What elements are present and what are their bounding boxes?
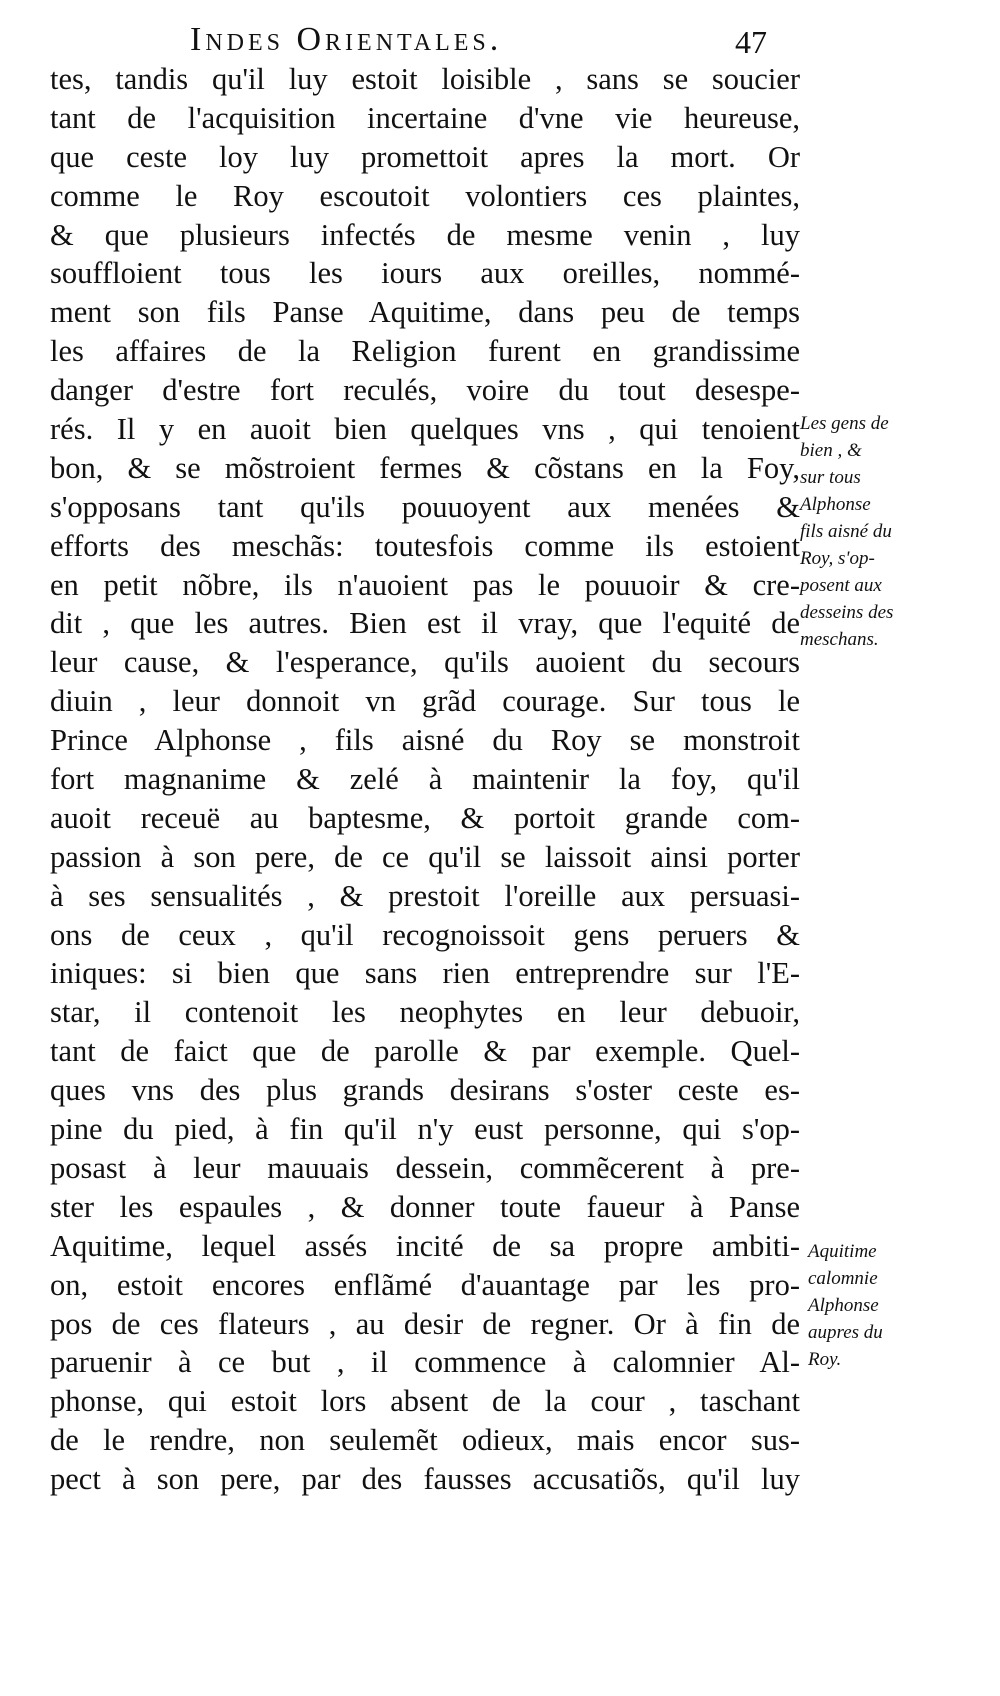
margin-note-line: Les gens de [800, 413, 889, 434]
body-line: Prince Alphonse , fils aisné du Roy se monstroit [50, 723, 800, 758]
body-line: bon, & se mõstroient fermes & cõstans en la Foy, [50, 450, 800, 485]
margin-note-line: Alphonse [808, 1295, 879, 1316]
body-line: star, il contenoit les neophytes en leur debuoir, [50, 995, 800, 1030]
body-line: danger d'estre fort reculés, voire du tout desespe- [50, 373, 800, 408]
body-line: à ses sensualités , & prestoit l'oreille aux persuasi- [50, 878, 800, 913]
body-line: Aquitime, lequel assés incité de sa propre ambiti- [50, 1228, 800, 1263]
margin-note-line: bien , & [800, 440, 862, 461]
body-line: phonse, qui estoit lors absent de la cour , taschant [50, 1384, 800, 1419]
body-line: diuin , leur donnoit vn grãd courage. Sur tous le [50, 684, 800, 719]
body-line: rés. Il y en auoit bien quelques vns , qui tenoient [50, 412, 800, 447]
body-line: de le rendre, non seulemẽt odieux, mais encor sus- [50, 1423, 800, 1458]
body-line: en petit nõbre, ils n'auoient pas le pouuoir & cre- [50, 567, 800, 602]
body-line: ons de ceux , qu'il recognoissoit gens peruers & [50, 917, 800, 952]
body-line: on, estoit encores enflãmé d'auantage par les pro- [50, 1267, 800, 1302]
body-line: ques vns des plus grands desirans s'oster ceste es- [50, 1073, 800, 1108]
margin-note-line: Roy. [808, 1349, 842, 1370]
margin-note-line: Roy, s'op- [800, 548, 875, 569]
body-line: ster les espaules , & donner toute faueur à Panse [50, 1189, 800, 1224]
margin-note-line: aupres du [808, 1322, 883, 1343]
body-line: souffloient tous les iours aux oreilles, nommé- [50, 256, 800, 291]
body-line: auoit receuë au baptesme, & portoit grande com- [50, 800, 800, 835]
margin-note-line: fils aisné du [800, 521, 892, 542]
body-line: pect à son pere, par des fausses accusatiõs, qu'il luy [50, 1462, 800, 1497]
body-line: efforts des meschãs: toutesfois comme ils estoient [50, 528, 800, 563]
body-line: les affaires de la Religion furent en grandissime [50, 334, 800, 369]
margin-note-line: meschans. [800, 629, 879, 650]
body-line: posast à leur mauuais dessein, commẽcerent à pre- [50, 1150, 800, 1185]
body-line: & que plusieurs infectés de mesme venin , luy [50, 217, 800, 252]
margin-note-line: sur tous [800, 467, 861, 488]
body-line: comme le Roy escoutoit volontiers ces plaintes, [50, 178, 800, 213]
body-line: tes, tandis qu'il luy estoit loisible , sans se soucier [50, 62, 800, 96]
body-line: tant de l'acquisition incertaine d'vne vie heureuse, [50, 100, 800, 135]
margin-note-aquitime [808, 1238, 958, 1418]
margin-note-line: Alphonse [800, 494, 871, 515]
page-number: 47 [735, 24, 767, 60]
body-line: tant de faict que de parolle & par exemple. Quel- [50, 1034, 800, 1069]
margin-note-line: calomnie [808, 1268, 878, 1289]
margin-note-line: Aquitime [808, 1241, 877, 1262]
margin-note-line: desseins des [800, 602, 894, 623]
running-title: Indes Orientales. [190, 21, 503, 58]
body-line: pos de ces flateurs , au desir de regner. Or à fin de [50, 1306, 800, 1341]
margin-note-good-men [800, 410, 950, 710]
body-line: passion à son pere, de ce qu'il se laissoit ainsi porter [50, 839, 800, 874]
body-line: dit , que les autres. Bien est il vray, que l'equité de [50, 606, 800, 641]
body-line: ment son fils Panse Aquitime, dans peu de temps [50, 295, 800, 330]
body-text [50, 60, 800, 1560]
body-line: fort magnanime & zelé à maintenir la foy, qu'il [50, 762, 800, 797]
margin-note-line: posent aux [800, 575, 882, 596]
body-line: iniques: si bien que sans rien entreprendre sur l'E- [50, 956, 800, 991]
body-line: que ceste loy luy promettoit apres la mort. Or [50, 139, 800, 174]
body-line: pine du pied, à fin qu'il n'y eust personne, qui s'op- [50, 1112, 800, 1147]
body-line: paruenir à ce but , il commence à calomnier Al- [50, 1345, 800, 1380]
body-line: leur cause, & l'esperance, qu'ils auoient du secours [50, 645, 800, 680]
body-line: s'opposans tant qu'ils pouuoyent aux menées & [50, 489, 800, 524]
